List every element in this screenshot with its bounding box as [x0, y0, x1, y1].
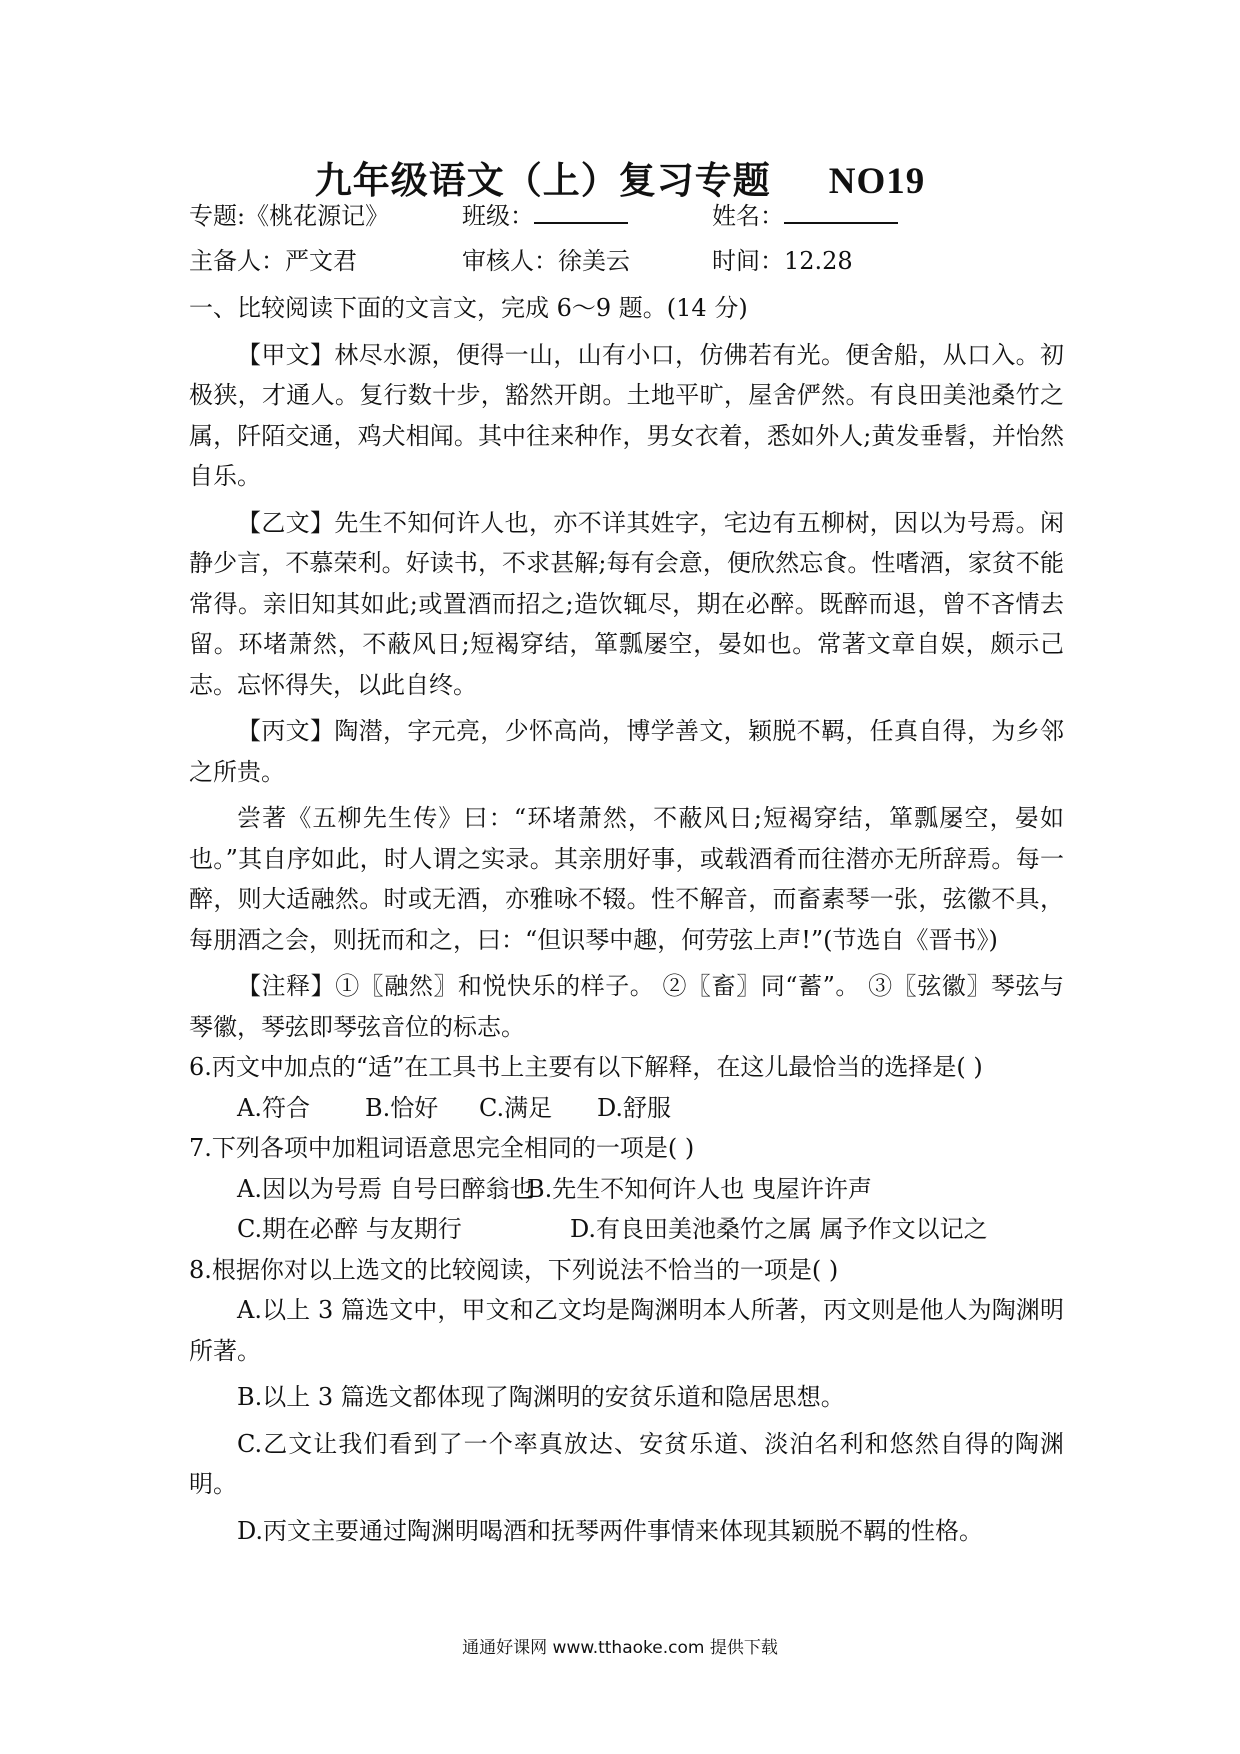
question-7-options-row1 [189, 1169, 1064, 1210]
name-blank [784, 200, 898, 224]
name-label-text: 姓名： [712, 202, 784, 230]
class-blank [534, 200, 628, 224]
date: 时间：12.28 [712, 247, 853, 275]
annotation-notes: 【注释】①〖融然〗和悦快乐的样子。 ②〖畜〗同“蓄”。 ③〖弦徽〗琴弦与琴徽，琴弦即琴弦音位的标志。 [189, 972, 1064, 1041]
q6-option-c: C.满足 [479, 1093, 553, 1122]
q8-option-a: A.以上 3 篇选文中，甲文和乙文均是陶渊明本人所著，丙文则是他人为陶渊明所著。 [189, 1296, 1064, 1365]
question-7-stem: 7.下列各项中加粗词语意思完全相同的一项是( ) [189, 1134, 695, 1162]
name-label [712, 196, 898, 231]
q7-option-b: B.先生不知何许人也 曳屋许许声 [527, 1174, 872, 1203]
passage-bing-part2: 尝著《五柳先生传》曰：“环堵萧然，不蔽风日;短褐穿结，箪瓢屡空，晏如也。”其自序如此，时人谓之实录。其亲朋好事，或载酒肴而往潜亦无所辞焉。每一醉，则大适融然。时或无酒，亦雅咏不辍。性不解音，而畜素琴一张，弦徽不具，每朋酒之会，则抚而和之，曰：“但识琴中趣，何劳弦上声!”(节选自《晋书》) [189, 804, 1064, 954]
q7-option-d: D.有良田美池桑竹之属 属予作文以记之 [570, 1215, 988, 1243]
preparer: 主备人：严文君 [189, 247, 357, 275]
class-label [462, 196, 628, 231]
reviewer: 审核人：徐美云 [462, 247, 630, 275]
class-label-text: 班级： [462, 202, 534, 230]
q8-option-b: B.以上 3 篇选文都体现了陶渊明的安贫乐道和隐居思想。 [237, 1383, 845, 1411]
q6-option-b: B.恰好 [365, 1093, 439, 1122]
passage-yi: 【乙文】先生不知何许人也，亦不详其姓字，宅边有五柳树，因以为号焉。闲静少言，不慕荣利。好读书，不求甚解;每有会意，便欣然忘食。性嗜酒，家贫不能常得。亲旧知其如此;或置酒而招之;造饮辄尽，期在必醉。既醉而退，曾不吝情去留。环堵萧然，不蔽风日;短褐穿结，箪瓢屡空，晏如也。常著文章自娱，颇示己志。忘怀得失，以此自终。 [189, 508, 1064, 699]
passage-bing-part1: 【丙文】陶潜，字元亮，少怀高尚，博学善文，颖脱不羁，任真自得，为乡邻之所贵。 [189, 717, 1064, 786]
page-footer: 通通好课网 www.tthaoke.com 提供下载 [462, 1638, 778, 1658]
q6-option-a: A.符合 [237, 1093, 310, 1122]
question-8-stem: 8.根据你对以上选文的比较阅读，下列说法不恰当的一项是( ) [189, 1255, 839, 1284]
section-heading: 一、比较阅读下面的文言文，完成 6～9 题。(14 分) [189, 294, 748, 322]
q8-option-d: D.丙文主要通过陶渊明喝酒和抚琴两件事情来体现其颖脱不羁的性格。 [237, 1516, 984, 1545]
main-content [189, 288, 1064, 1551]
passage-jia: 【甲文】林尽水源，便得一山，山有小口，仿佛若有光。便舍船，从口入。初极狭，才通人。复行数十步，豁然开朗。土地平旷，屋舍俨然。有良田美池桑竹之属，阡陌交通，鸡犬相闻。其中往来种作，男女衣着，悉如外人;黄发垂髫，并怡然自乐。 [189, 340, 1064, 490]
question-6-stem: 6.丙文中加点的“适”在工具书上主要有以下解释，在这儿最恰当的选择是( ) [189, 1053, 983, 1081]
q7-option-a: A.因以为号焉 自号曰醉翁也 [237, 1174, 534, 1203]
question-7-options-row2 [189, 1209, 1064, 1250]
q8-option-c: C.乙文让我们看到了一个率真放达、安贫乐道、淡泊名利和悠然自得的陶渊明。 [189, 1429, 1064, 1498]
q7-option-c: C.期在必醉 与友期行 [237, 1215, 462, 1243]
q6-option-d: D.舒服 [597, 1093, 672, 1122]
title-number: NO19 [828, 161, 926, 202]
topic-label: 专题:《桃花源记》 [189, 202, 390, 230]
title-text: 九年级语文（上）复习专题 [314, 158, 771, 202]
question-6-options [189, 1088, 1064, 1129]
